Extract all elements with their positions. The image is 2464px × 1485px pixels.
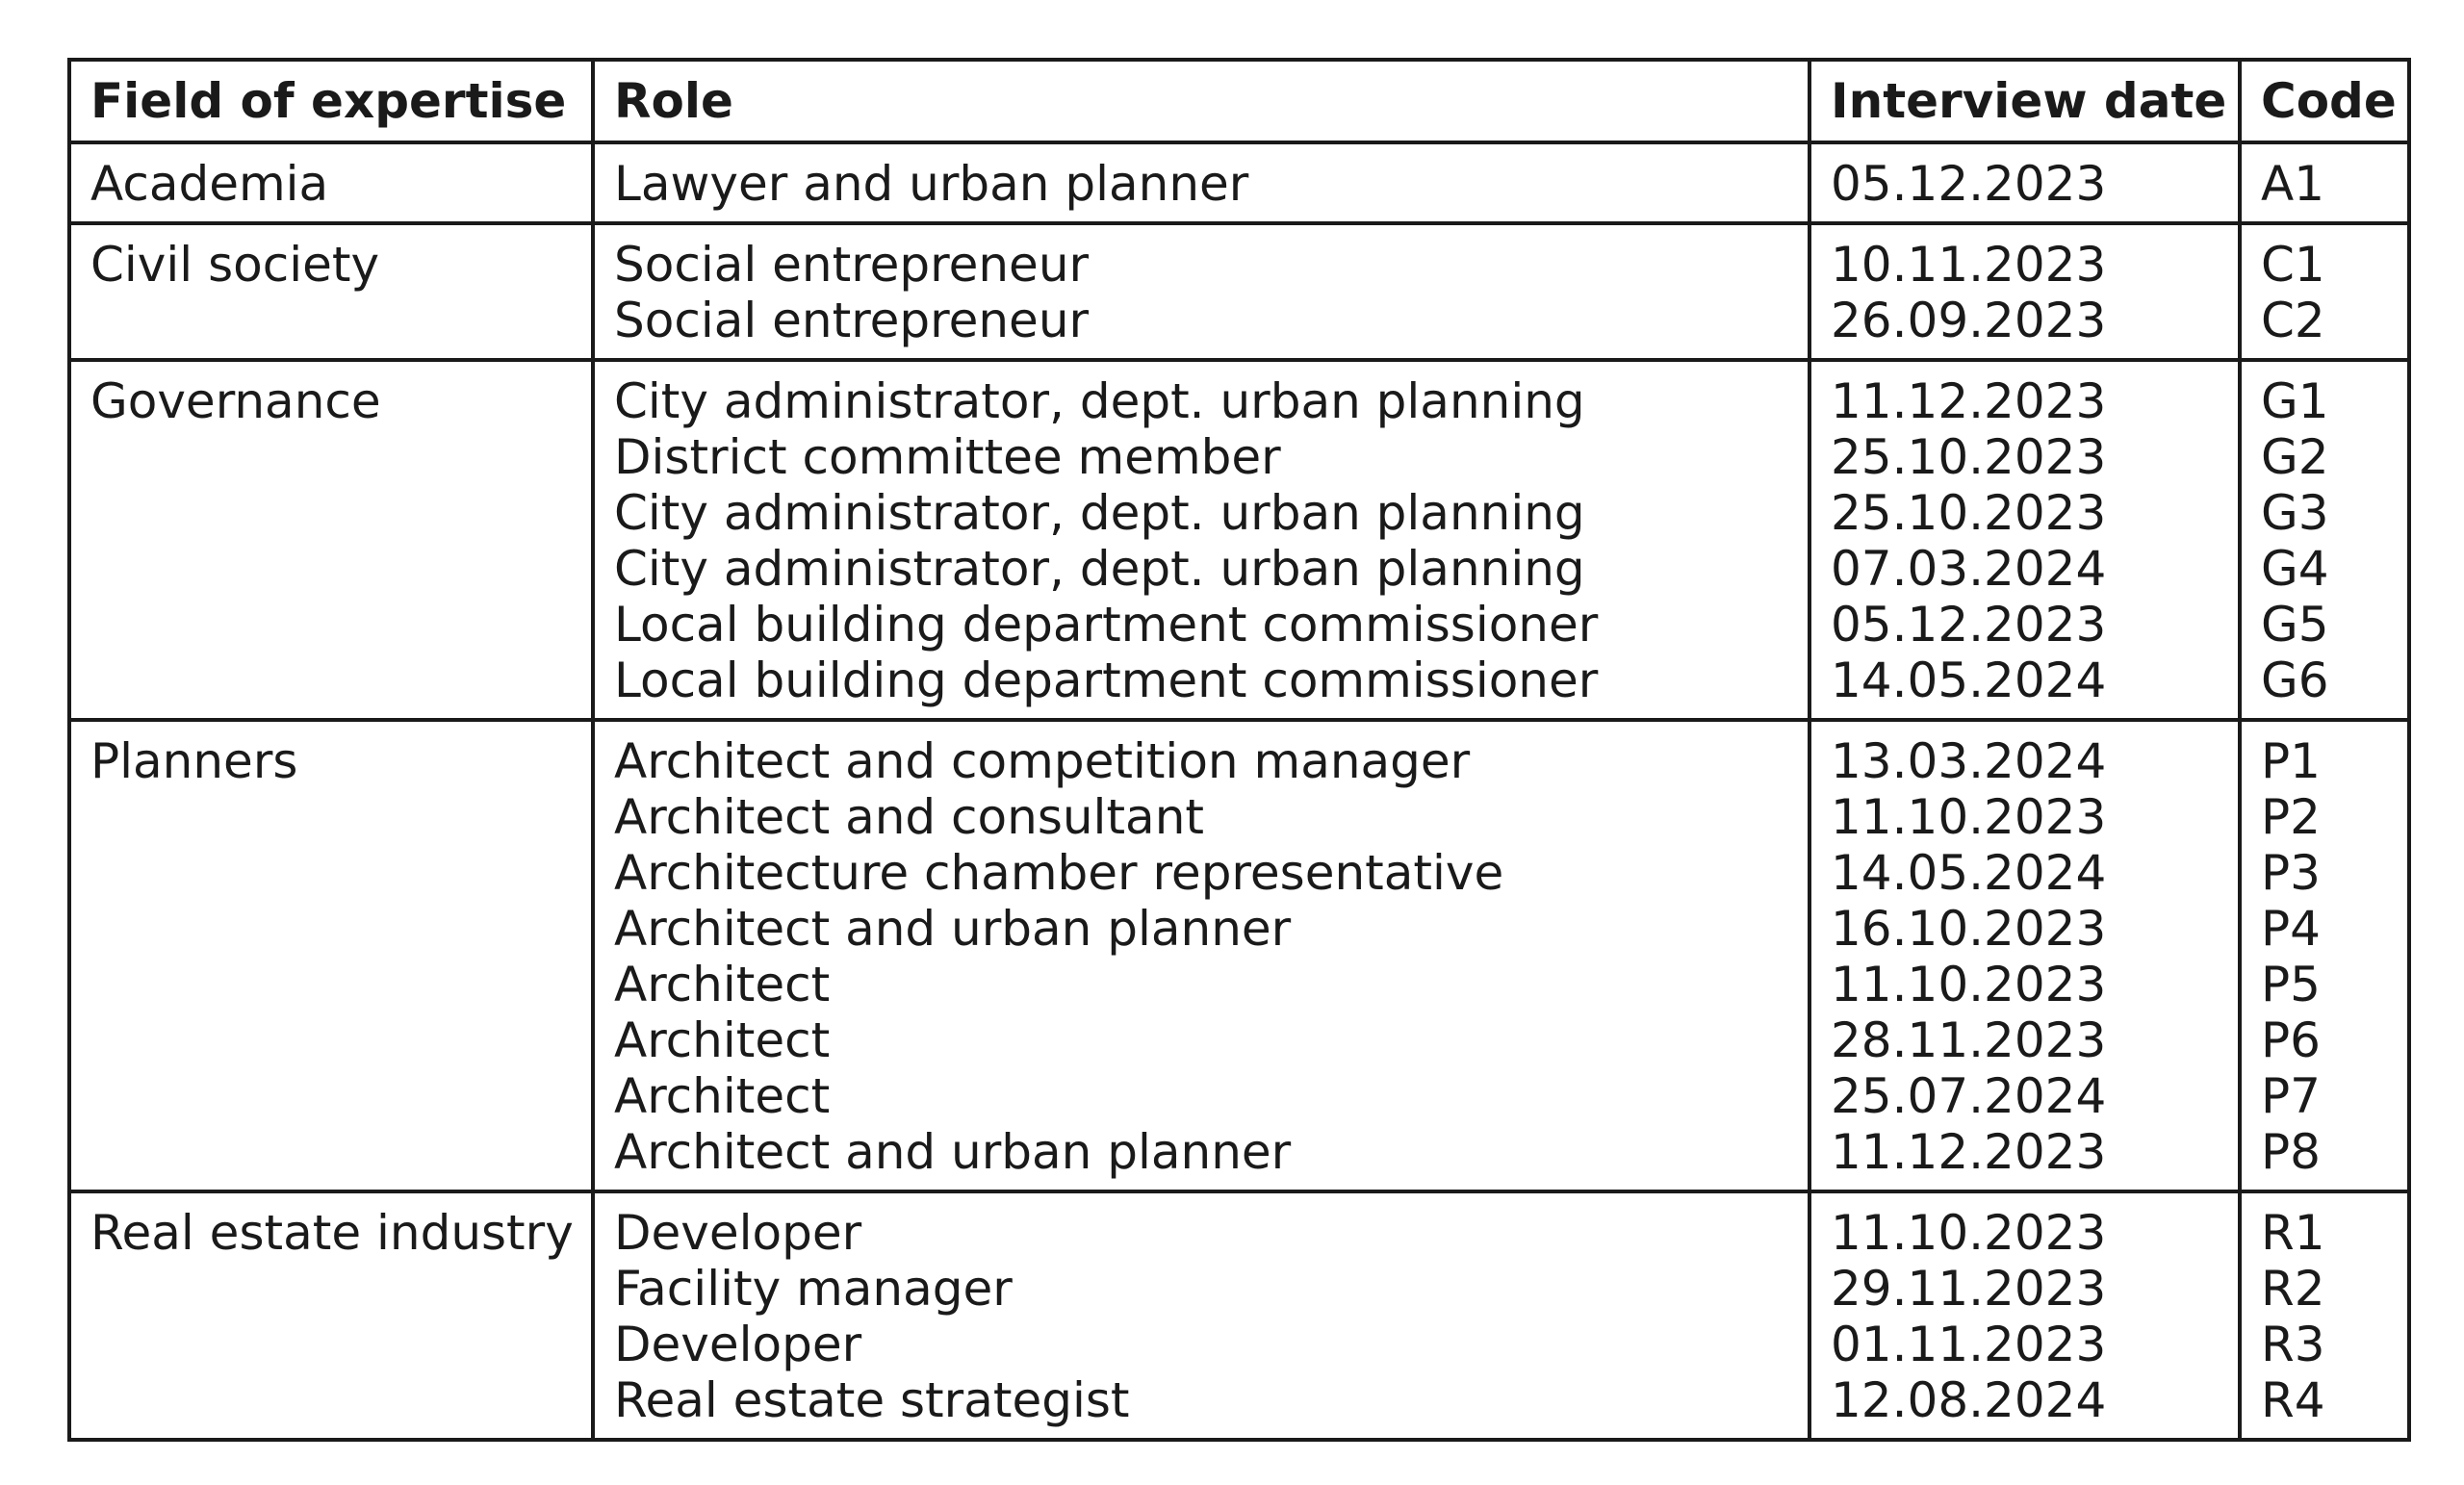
code-text: R3 [2261, 1317, 2325, 1372]
code-text: C1 [2261, 237, 2325, 293]
role-text: Social entrepreneur [614, 237, 1090, 293]
code-text: P3 [2261, 845, 2321, 901]
code-cell [2240, 720, 2409, 1191]
interview-date-text: 25.10.2023 [1831, 429, 2107, 485]
interview-date-text: 11.10.2023 [1831, 1205, 2107, 1261]
role-cell [593, 1191, 1810, 1440]
interview-date-text: 13.03.2024 [1831, 733, 2107, 789]
code-text: G3 [2261, 485, 2329, 541]
field-of-expertise-label: Planners [90, 733, 298, 789]
code-text: P8 [2261, 1124, 2321, 1180]
code-text: G2 [2261, 429, 2329, 485]
field-of-expertise-cell [69, 223, 593, 360]
interview-date-text: 12.08.2024 [1831, 1372, 2107, 1428]
interview-date-text: 25.10.2023 [1831, 485, 2107, 541]
role-text: Architecture chamber representative [614, 845, 1504, 901]
role-cell [593, 360, 1810, 720]
code-cell [2240, 142, 2409, 223]
field-of-expertise-cell [69, 1191, 593, 1440]
table-row [69, 360, 2409, 720]
code-text: C2 [2261, 293, 2325, 348]
code-cell [2240, 223, 2409, 360]
role-text: Developer [614, 1317, 862, 1372]
role-text: Architect and urban planner [614, 1124, 1292, 1180]
role-text: Architect and urban planner [614, 901, 1292, 957]
table-header [69, 60, 2409, 142]
header-field-of-expertise: Field of expertise [69, 60, 593, 142]
code-text: A1 [2261, 156, 2325, 212]
interviewee-table-container [67, 58, 2407, 1442]
interview-date-text: 16.10.2023 [1831, 901, 2107, 957]
role-text: District committee member [614, 429, 1281, 485]
interview-date-cell [1810, 720, 2240, 1191]
code-text: R2 [2261, 1261, 2325, 1317]
role-text: Architect [614, 957, 831, 1012]
role-text: Real estate strategist [614, 1372, 1130, 1428]
code-text: P4 [2261, 901, 2321, 957]
code-text: P5 [2261, 957, 2321, 1012]
role-text: Facility manager [614, 1261, 1013, 1317]
role-text: Social entrepreneur [614, 293, 1090, 348]
role-text: Architect and consultant [614, 789, 1204, 845]
interview-date-text: 29.11.2023 [1831, 1261, 2107, 1317]
field-of-expertise-cell [69, 720, 593, 1191]
code-cell [2240, 360, 2409, 720]
table-row [69, 142, 2409, 223]
table-row [69, 223, 2409, 360]
code-text: P6 [2261, 1012, 2321, 1068]
code-text: G1 [2261, 373, 2329, 429]
role-text: Lawyer and urban planner [614, 156, 1249, 212]
interview-date-text: 05.12.2023 [1831, 156, 2107, 212]
code-text: G6 [2261, 653, 2329, 708]
role-text: City administrator, dept. urban planning [614, 373, 1585, 429]
header-code: Code [2240, 60, 2409, 142]
interview-date-text: 11.10.2023 [1831, 789, 2107, 845]
interview-date-cell [1810, 360, 2240, 720]
interview-date-cell [1810, 142, 2240, 223]
interview-date-text: 10.11.2023 [1831, 237, 2107, 293]
interview-date-cell [1810, 1191, 2240, 1440]
field-of-expertise-label: Governance [90, 373, 381, 429]
role-text: City administrator, dept. urban planning [614, 541, 1585, 597]
code-text: R4 [2261, 1372, 2325, 1428]
table-row [69, 1191, 2409, 1440]
header-interview-date: Interview date [1810, 60, 2240, 142]
header-role: Role [593, 60, 1810, 142]
code-text: G4 [2261, 541, 2329, 597]
field-of-expertise-cell [69, 142, 593, 223]
interviewee-table [67, 58, 2411, 1442]
role-cell [593, 142, 1810, 223]
interview-date-text: 05.12.2023 [1831, 597, 2107, 653]
interview-date-text: 28.11.2023 [1831, 1012, 2107, 1068]
role-text: City administrator, dept. urban planning [614, 485, 1585, 541]
interview-date-cell [1810, 223, 2240, 360]
code-text: R1 [2261, 1205, 2325, 1261]
interview-date-text: 11.12.2023 [1831, 1124, 2107, 1180]
code-text: P1 [2261, 733, 2321, 789]
interview-date-text: 14.05.2024 [1831, 653, 2107, 708]
role-text: Architect and competition manager [614, 733, 1471, 789]
role-text: Architect [614, 1012, 831, 1068]
table-body [69, 142, 2409, 1440]
code-text: P2 [2261, 789, 2321, 845]
table-row [69, 720, 2409, 1191]
field-of-expertise-cell [69, 360, 593, 720]
role-text: Architect [614, 1068, 831, 1124]
interview-date-text: 11.10.2023 [1831, 957, 2107, 1012]
interview-date-text: 11.12.2023 [1831, 373, 2107, 429]
code-text: G5 [2261, 597, 2329, 653]
role-text: Developer [614, 1205, 862, 1261]
code-text: P7 [2261, 1068, 2321, 1124]
role-cell [593, 720, 1810, 1191]
interview-date-text: 25.07.2024 [1831, 1068, 2107, 1124]
interview-date-text: 07.03.2024 [1831, 541, 2107, 597]
role-cell [593, 223, 1810, 360]
field-of-expertise-label: Academia [90, 156, 329, 212]
field-of-expertise-label: Civil society [90, 237, 380, 293]
code-cell [2240, 1191, 2409, 1440]
header-row [69, 60, 2409, 142]
interview-date-text: 14.05.2024 [1831, 845, 2107, 901]
role-text: Local building department commissioner [614, 597, 1599, 653]
role-text: Local building department commissioner [614, 653, 1599, 708]
field-of-expertise-label: Real estate industry [90, 1205, 574, 1261]
interview-date-text: 01.11.2023 [1831, 1317, 2107, 1372]
interview-date-text: 26.09.2023 [1831, 293, 2107, 348]
